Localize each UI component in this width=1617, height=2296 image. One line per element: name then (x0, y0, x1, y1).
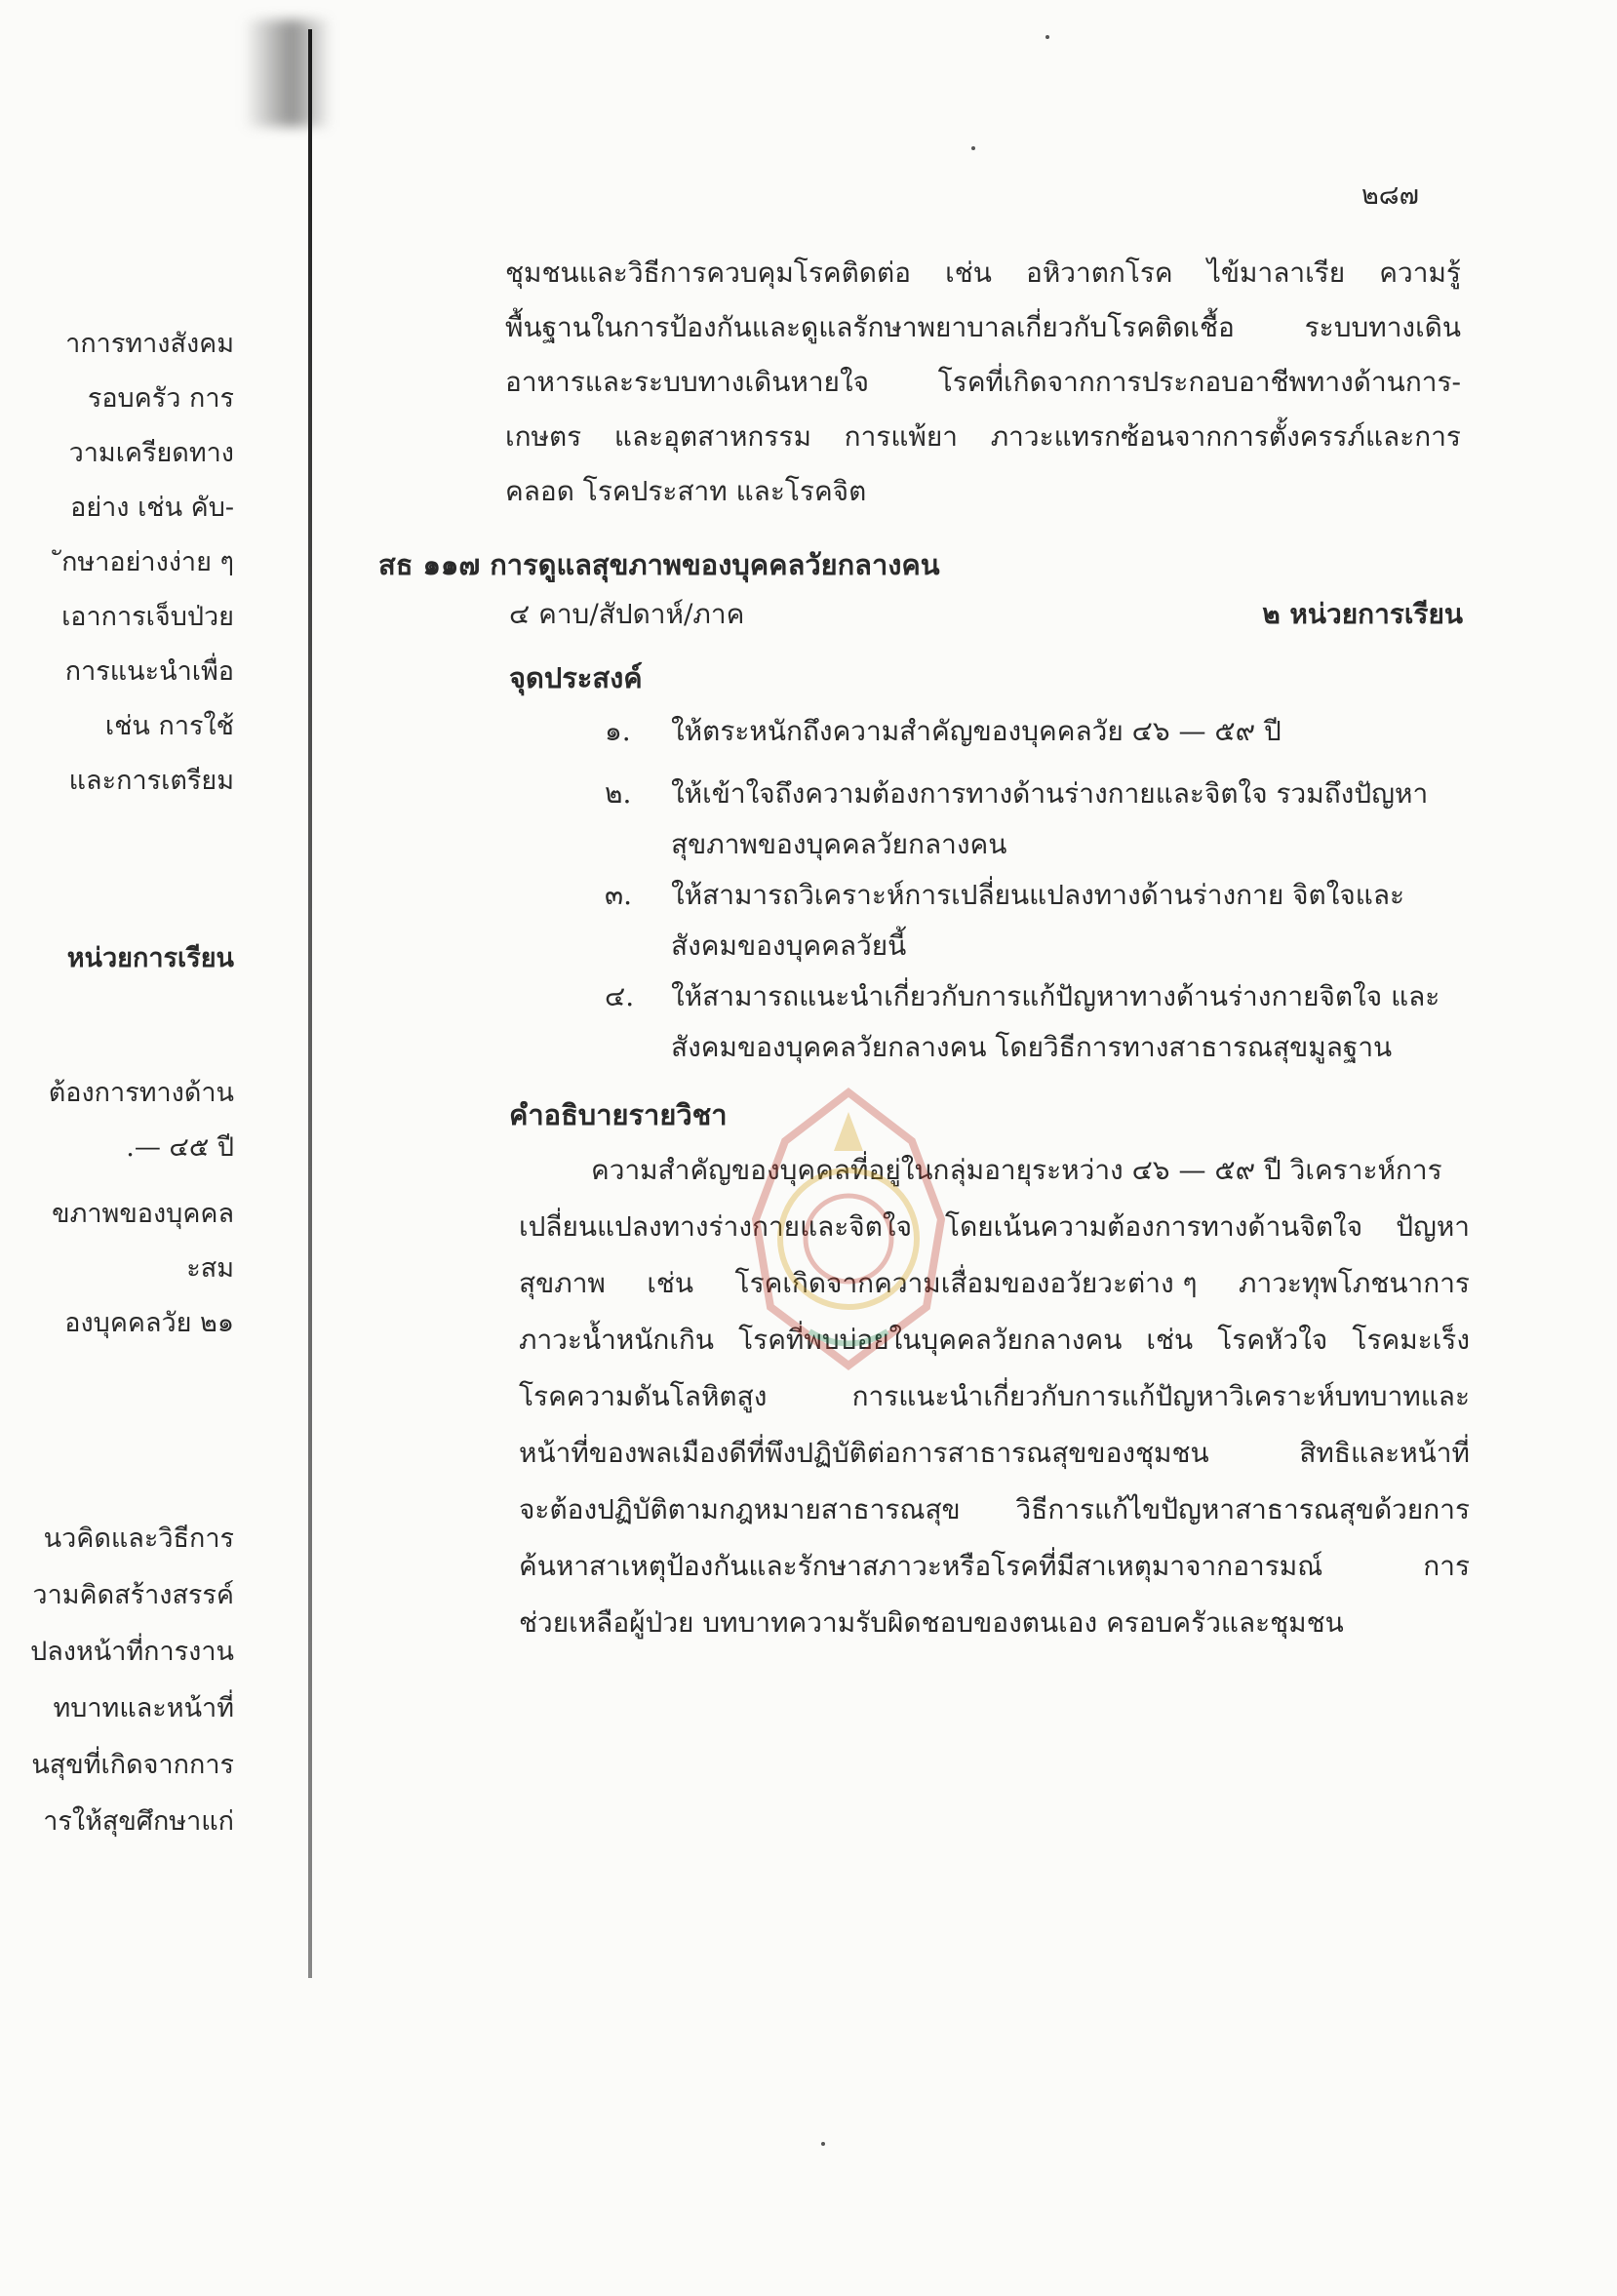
objective-line: สุขภาพของบุคคลวัยกลางคน (671, 828, 1007, 860)
course-title: สธ ๑๑๗ การดูแลสุขภาพของบุคคลวัยกลางคน (378, 548, 940, 581)
text-segment: อหิวาตกโรค (1026, 257, 1173, 289)
objective-line: ให้สามารถแนะนำเกี่ยวกับการแก้ปัญหาทางด้านร่างกายจิตใจ และ (671, 980, 1440, 1012)
objective-number: ๓. (605, 879, 633, 911)
left-fragment-line: ปลงหน้าที่การงาน (30, 1637, 234, 1667)
objective-number: ๑. (605, 715, 631, 747)
left-fragment-line: วามคิดสร้างสรรค์ (32, 1580, 234, 1610)
left-fragment-line: ขภาพของบุคคล (52, 1199, 234, 1229)
text-segment: และอุตสาหกรรม (613, 420, 811, 453)
intro-line (505, 470, 1461, 513)
left-fragment-line: เช่น การใช้ (104, 711, 234, 741)
text-segment: ความสำคัญของบุคคลที่อยู่ในกลุ่มอายุระหว่าง ๔๖ — ๕๙ ปี วิเคราะห์การ (591, 1154, 1442, 1186)
text-segment: สิทธิและหน้าที่ (1299, 1437, 1470, 1469)
text-segment: ไข้มาลาเรีย (1206, 257, 1346, 289)
text-segment: เกษตร (505, 420, 582, 453)
left-fragment-heading: หน่วยการเรียน (66, 943, 234, 973)
objective-line: ให้เข้าใจถึงความต้องการทางด้านร่างกายและจิตใจ รวมถึงปัญหา (671, 777, 1429, 810)
description-line (519, 1319, 1470, 1362)
text-segment: ระบบทางเดิน (1304, 311, 1461, 343)
text-segment: ช่วยเหลือผู้ป่วย บทบาทความรับผิดชอบของตนเอง ครอบครัวและชุมชน (519, 1606, 1344, 1639)
objective-number: ๔. (605, 980, 635, 1012)
description-line (519, 1602, 1470, 1644)
text-segment: โรคหัวใจ (1217, 1324, 1328, 1356)
objective-line: สังคมของบุคคลวัยนี้ (671, 930, 907, 962)
left-fragment-line: ักษาอย่างง่าย ๆ (61, 547, 234, 577)
text-segment: เช่น (1146, 1324, 1194, 1356)
text-segment: ค้นหาสาเหตุป้องกันและรักษาสภาวะหรือโรคที่มีสาเหตุมาจากอารมณ์ (519, 1550, 1323, 1582)
objective-line: สังคมของบุคคลวัยกลางคน โดยวิธีการทางสาธารณสุขมูลฐาน (671, 1031, 1393, 1063)
intro-line (505, 416, 1461, 458)
text-segment: การ (1423, 1550, 1470, 1582)
text-segment: ภาวะน้ำหนักเกิน (519, 1324, 715, 1356)
objective-line: ให้สามารถวิเคราะห์การเปลี่ยนแปลงทางด้านร่างกาย จิตใจและ (671, 879, 1405, 911)
left-fragment-line: .— ๔๕ ปี (126, 1132, 234, 1163)
objectives-heading: จุดประสงค์ (509, 661, 643, 694)
left-fragment-line: ทบาทและหน้าที่ (53, 1693, 234, 1723)
text-segment: เช่น (647, 1267, 694, 1299)
intro-line (505, 252, 1461, 295)
left-fragment-line: ารให้สุขศึกษาแก่ (43, 1806, 234, 1837)
text-segment: โดยเน้นความต้องการทางด้านจิตใจ (945, 1210, 1363, 1243)
scan-speck (971, 146, 975, 150)
left-fragment-line: เอาการเจ็บป่วย (61, 602, 234, 632)
objective-line: ให้ตระหนักถึงความสำคัญของบุคคลวัย ๔๖ — ๕๙ ปี (671, 715, 1282, 747)
page-fold-line (308, 29, 312, 1978)
scan-speck (821, 2142, 825, 2146)
objective-number: ๒. (605, 777, 632, 810)
text-segment: ภาวะแทรกซ้อนจากการตั้งครรภ์และการ (990, 420, 1461, 453)
intro-line (505, 306, 1461, 349)
text-segment: โรคที่เกิดจากการประกอบอาชีพทางด้านการ- (937, 366, 1461, 398)
left-fragment-line: องบุคคลวัย ๒๑ (64, 1308, 234, 1338)
text-segment: ภาวะทุพโภชนาการ (1239, 1267, 1470, 1299)
text-segment: สุขภาพ (519, 1267, 606, 1299)
intro-line (505, 361, 1461, 404)
text-segment: โรคเกิดจากความเสื่อมของอวัยวะต่าง ๆ (734, 1267, 1198, 1299)
text-segment: เช่น (945, 257, 992, 289)
text-segment: การแนะนำเกี่ยวกับการแก้ปัญหาวิเคราะห์บทบาทและ (851, 1380, 1470, 1412)
left-page-fragment (0, 0, 293, 2296)
left-fragment-line: การแนะนำเพื่อ (64, 656, 234, 687)
left-fragment-line: วามเครียดทาง (68, 438, 234, 468)
text-segment: อาหารและระบบทางเดินหายใจ (505, 366, 870, 398)
text-segment: จะต้องปฏิบัติตามกฎหมายสาธารณสุข (519, 1493, 961, 1525)
text-segment: คลอด โรคประสาท และโรคจิต (505, 475, 867, 507)
text-segment: ความรู้ (1379, 257, 1461, 289)
description-heading: คำอธิบายรายวิชา (509, 1098, 728, 1131)
left-fragment-line: และการเตรียม (68, 766, 234, 796)
text-segment: หน้าที่ของพลเมืองดีที่พึงปฏิบัติต่อการสาธารณสุขของชุมชน (519, 1437, 1209, 1469)
left-fragment-line: าการทางสังคม (65, 329, 234, 359)
text-segment: ชุมชนและวิธีการควบคุมโรคติดต่อ (505, 257, 911, 289)
description-line (519, 1375, 1470, 1418)
left-fragment-line: นวคิดและวิธีการ (43, 1524, 234, 1554)
description-line (519, 1545, 1470, 1588)
left-fragment-line: ต้องการทางด้าน (48, 1078, 234, 1108)
school-seal-watermark-icon (717, 1083, 980, 1375)
description-line (519, 1488, 1470, 1531)
scan-speck (1045, 35, 1049, 39)
left-fragment-line: ะสม (186, 1253, 234, 1284)
text-segment: ปัญหา (1396, 1210, 1470, 1243)
text-segment: วิธีการแก้ไขปัญหาสาธารณสุขด้วยการ (1015, 1493, 1470, 1525)
text-segment: โรคมะเร็ง (1352, 1324, 1470, 1356)
description-line (519, 1262, 1470, 1305)
description-line (519, 1206, 1470, 1248)
course-credits: ๒ หน่วยการเรียน (1262, 598, 1463, 630)
description-line (519, 1432, 1470, 1475)
page-number: ๒๘๗ (1361, 180, 1419, 211)
left-fragment-line: อย่าง เช่น คับ- (70, 493, 234, 523)
text-segment: โรคที่พบบ่อยในบุคคลวัยกลางคน (738, 1324, 1123, 1356)
course-hours: ๔ คาบ/สัปดาห์/ภาค (509, 598, 745, 630)
text-segment: เปลี่ยนแปลงทางร่างกายและจิตใจ (519, 1210, 912, 1243)
text-segment: โรคความดันโลหิตสูง (519, 1380, 768, 1412)
text-segment: การแพ้ยา (844, 420, 958, 453)
left-fragment-line: นสุขที่เกิดจากการ (31, 1750, 234, 1780)
left-fragment-line: รอบครัว การ (87, 383, 234, 414)
text-segment: พื้นฐานในการป้องกันและดูแลรักษาพยาบาลเกี่ยวกับโรคติดเชื้อ (505, 311, 1235, 343)
